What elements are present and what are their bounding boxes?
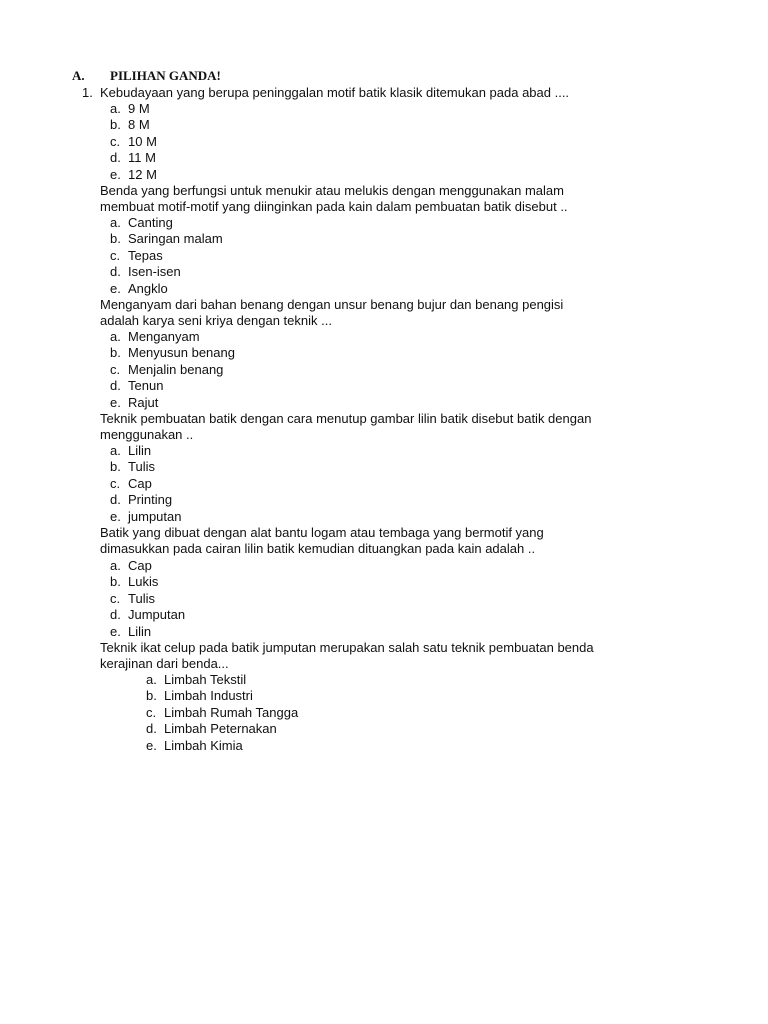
option-text: Tenun <box>128 378 164 394</box>
option-letter: e. <box>110 280 121 296</box>
question-text: menggunakan .. <box>100 427 194 443</box>
answer-option <box>110 231 223 247</box>
option-letter: b. <box>110 231 121 247</box>
option-text: Rajut <box>128 394 159 410</box>
question-text: Menganyam dari bahan benang dengan unsur benang bujur dan benang pengisi <box>100 297 564 312</box>
option-text: Limbah Tekstil <box>164 672 247 687</box>
answer-option <box>146 721 277 737</box>
question-text: Kebudayaan yang berupa peninggalan motif batik klasik ditemukan pada abad .... <box>100 85 570 100</box>
option-text: Canting <box>128 215 173 230</box>
option-text: 9 M <box>128 101 150 116</box>
option-letter: c. <box>146 704 157 720</box>
option-letter: a. <box>110 101 121 116</box>
option-letter: b. <box>110 345 121 361</box>
option-letter: a. <box>110 329 121 344</box>
option-text: 11 M <box>128 150 156 166</box>
option-letter: c. <box>110 247 121 263</box>
option-letter: e. <box>110 166 121 182</box>
question-text: dimasukkan pada cairan lilin batik kemudian dituangkan pada kain adalah .. <box>100 541 536 557</box>
answer-option <box>110 101 150 117</box>
option-text: Lukis <box>128 574 159 590</box>
answer-option <box>110 378 163 394</box>
question-text: Benda yang berfungsi untuk menukir atau melukis dengan menggunakan malam <box>100 183 564 198</box>
option-text: Jumputan <box>128 607 186 623</box>
answer-option <box>110 395 158 411</box>
option-text: Lilin <box>128 443 152 458</box>
option-text: Menjalin benang <box>128 361 224 377</box>
option-letter: c. <box>110 590 121 606</box>
question-text: membuat motif-motif yang diinginkan pada kain dalam pembuatan batik disebut .. <box>100 199 568 215</box>
answer-option <box>110 624 151 640</box>
answer-option <box>110 167 157 183</box>
option-letter: d. <box>110 150 121 166</box>
option-text: Lilin <box>128 623 152 639</box>
option-text: Tulis <box>128 459 155 475</box>
option-text: Limbah Peternakan <box>164 721 277 737</box>
option-text: Cap <box>128 475 152 491</box>
option-letter: b. <box>110 574 121 590</box>
answer-option <box>110 281 168 297</box>
option-text: Printing <box>128 492 173 508</box>
option-text: Tepas <box>128 247 163 263</box>
answer-option <box>110 215 173 231</box>
option-letter: a. <box>110 443 121 458</box>
answer-option <box>110 607 185 623</box>
option-text: Limbah Kimia <box>164 737 243 753</box>
answer-option <box>110 329 200 345</box>
option-text: Tulis <box>128 590 155 606</box>
answer-option <box>110 264 181 280</box>
option-letter: b. <box>110 459 121 475</box>
option-letter: a. <box>110 558 121 573</box>
option-text: Limbah Rumah Tangga <box>164 704 299 720</box>
option-text: Saringan malam <box>128 231 223 247</box>
answer-option <box>110 248 163 264</box>
question-text: adalah karya seni kriya dengan teknik ... <box>100 313 332 329</box>
answer-option <box>110 492 172 508</box>
option-letter: b. <box>110 117 121 133</box>
option-text: Menganyam <box>128 329 200 344</box>
option-letter: b. <box>146 688 157 704</box>
option-letter: c. <box>110 133 121 149</box>
question-text: Batik yang dibuat dengan alat bantu logam atau tembaga yang bermotif yang <box>100 525 544 540</box>
option-letter: e. <box>110 394 121 410</box>
answer-option <box>110 362 223 378</box>
option-letter: a. <box>110 215 121 230</box>
option-letter: e. <box>110 623 121 639</box>
answer-option <box>110 459 155 475</box>
option-letter: c. <box>110 475 121 491</box>
answer-option <box>110 117 150 133</box>
answer-option <box>110 134 157 150</box>
question-text: Teknik ikat celup pada batik jumputan merupakan salah satu teknik pembuatan benda <box>100 640 594 655</box>
answer-option <box>110 574 158 590</box>
option-letter: c. <box>110 361 121 377</box>
section-heading <box>72 68 221 84</box>
option-text: Isen-isen <box>128 264 181 280</box>
section-letter: A. <box>72 68 85 83</box>
option-letter: d. <box>110 607 121 623</box>
question-number: 1. <box>82 85 93 100</box>
option-letter: d. <box>146 721 157 737</box>
answer-option <box>110 591 155 607</box>
answer-option <box>146 672 246 688</box>
answer-option <box>110 443 151 459</box>
option-text: Menyusun benang <box>128 345 235 361</box>
answer-option <box>110 150 156 166</box>
option-letter: e. <box>146 737 157 753</box>
option-text: jumputan <box>128 508 182 524</box>
option-text: Angklo <box>128 280 168 296</box>
question-text: kerajinan dari benda... <box>100 656 229 672</box>
option-letter: e. <box>110 508 121 524</box>
option-letter: d. <box>110 492 121 508</box>
answer-option <box>146 688 253 704</box>
option-text: Limbah Industri <box>164 688 253 704</box>
option-text: 12 M <box>128 166 157 182</box>
section-title: PILIHAN GANDA! <box>110 68 221 83</box>
answer-option <box>146 738 243 754</box>
answer-option <box>110 476 152 492</box>
answer-option <box>146 705 298 721</box>
answer-option <box>110 509 181 525</box>
option-text: 8 M <box>128 117 150 133</box>
question-text: Teknik pembuatan batik dengan cara menutup gambar lilin batik disebut batik dengan <box>100 411 592 426</box>
answer-option <box>110 345 235 361</box>
option-text: 10 M <box>128 133 157 149</box>
option-text: Cap <box>128 558 152 573</box>
answer-option <box>110 558 152 574</box>
option-letter: d. <box>110 264 121 280</box>
option-letter: a. <box>146 672 157 687</box>
option-letter: d. <box>110 378 121 394</box>
